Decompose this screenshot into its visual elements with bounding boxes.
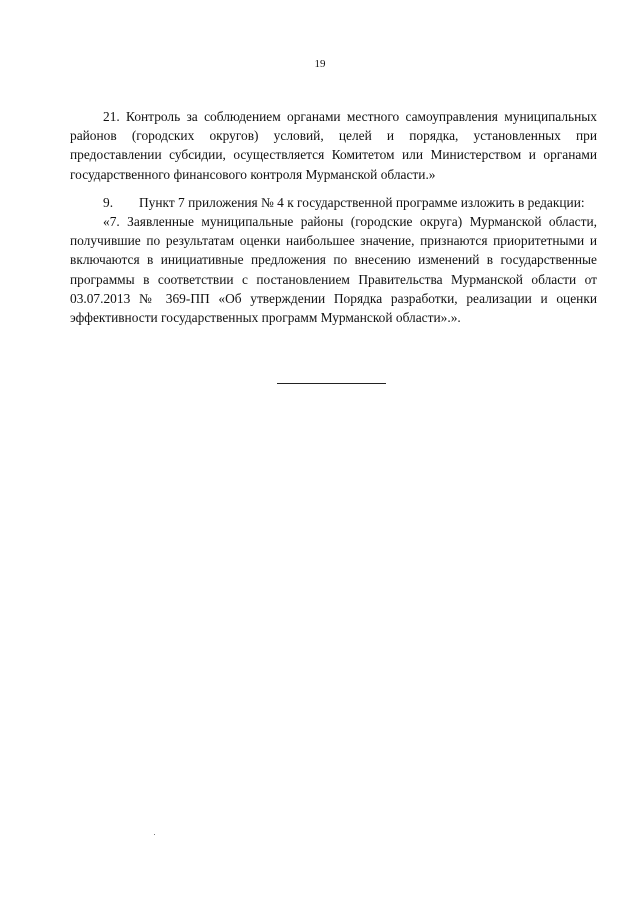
- paragraph-item-21: 21. Контроль за соблюдением органами местного самоуправления муниципальных районов (городских округов) условий, целей и порядка, установленных при предоставлении субсидии, осуществляется Комитетом или Министерством и органами государственного финансового контроля Мурманской области.»: [70, 109, 597, 182]
- paragraph-quoted-item-7: «7. Заявленные муниципальные районы (городские округа) Мурманской области, получившие по результатам оценки наибольшее значение, признаются приоритетными и включаются в инициативные предложения по внесению изменений в государственные программы в соответствии с постановлением Правительства Мурманской области от 03.07.2013 № 369-ПП «Об утверждении Порядка разработки, реализации и оценки эффективности государственных программ Мурманской области».».: [70, 214, 597, 326]
- page-number: 19: [314, 58, 326, 70]
- paragraph-item-9: [70, 193, 597, 212]
- end-divider-line: [277, 383, 386, 384]
- item-9-text: Пункт 7 приложения № 4 к государственной программе изложить в редакции:: [139, 194, 585, 210]
- document-body: [70, 107, 597, 327]
- item-9-number: 9.: [103, 194, 114, 210]
- scan-speck: [154, 834, 155, 835]
